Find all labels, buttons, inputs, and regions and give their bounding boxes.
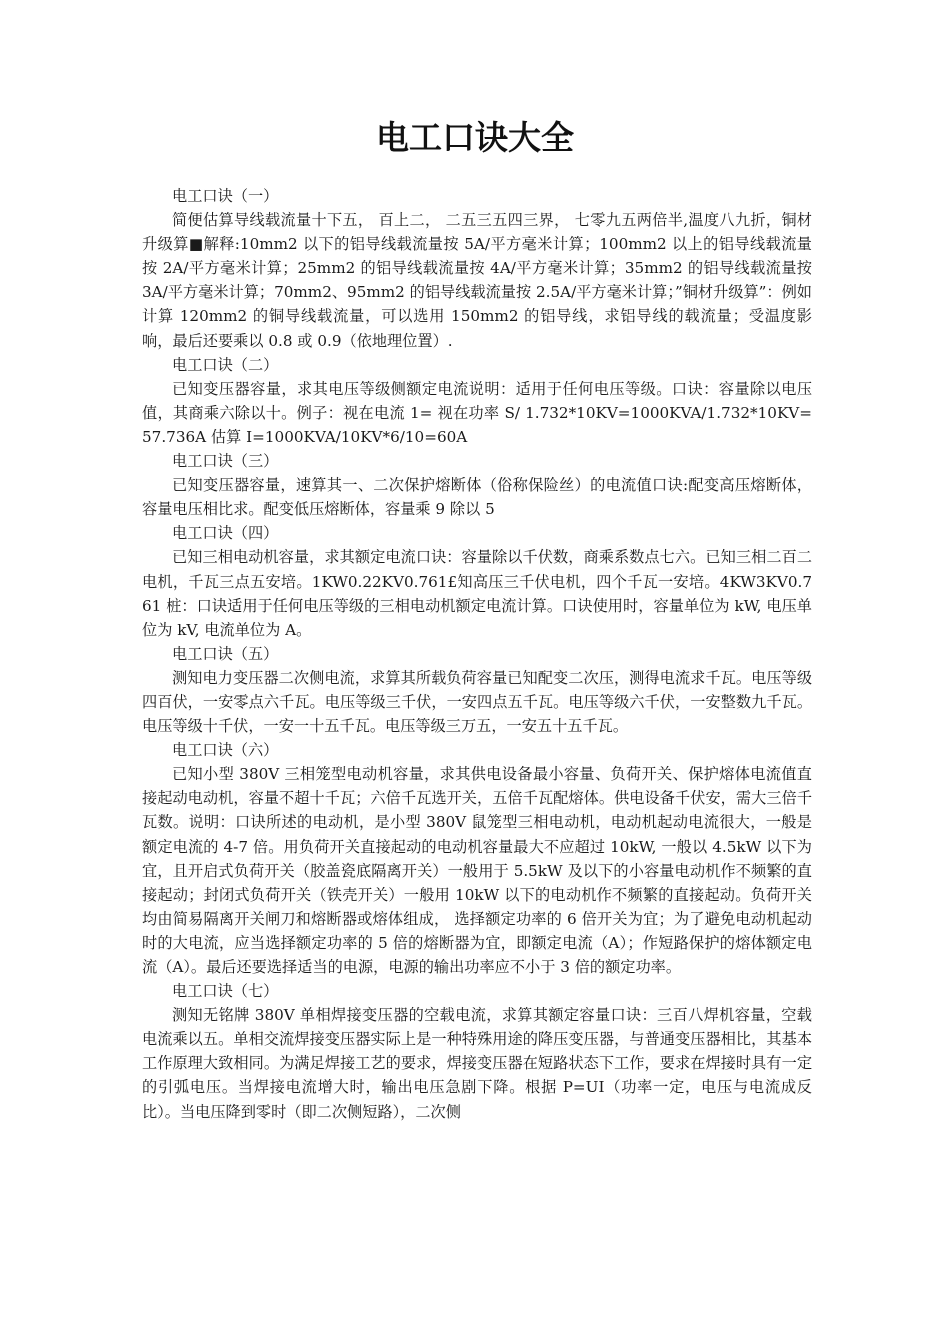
section-heading-3: 电工口诀（三） [172, 452, 279, 471]
section-text-3: 已知变压器容量，速算其一、二次保护熔断体（俗称保险丝）的电流值口诀:配变高压熔断体，容量电压相比求。配变低压熔断体，容量乘 9 除以 5 [142, 476, 812, 519]
section-text-7: 测知无铭牌 380V 单相焊接变压器的空载电流，求算其额定容量口诀：三百八焊机容量，空载电流乘以五。单相交流焊接变压器实际上是一种特殊用途的降压变压器，与普通变压器相比，其基本工作原理大致相同。为满足焊接工艺的要求，焊接变压器在短路状态下工作，要求在焊接时具有一定的引弧电压。当焊接电流增大时，输出电压急剧下降。根据 P=UI（功率一定，电压与电流成反比）。当电压降到零时（即二次侧短路），二次侧 [142, 1006, 812, 1121]
section-text-2: 已知变压器容量，求其电压等级侧额定电流说明：适用于任何电压等级。口诀：容量除以电压值，其商乘六除以十。例子：视在电流 1= 视在功率 S/ 1.732*10KV=1000KVA/1.732*10KV=57.736A 估算 I=1000KVA/10KV*6/10=60A [142, 379, 812, 446]
section-heading-2: 电工口诀（二） [172, 355, 279, 374]
section-heading-4: 电工口诀（四） [172, 524, 279, 543]
section-heading-6: 电工口诀（六） [172, 741, 279, 760]
section-text-5: 测知电力变压器二次侧电流，求算其所载负荷容量已知配变二次压，测得电流求千瓦。电压等级四百伏，一安零点六千瓦。电压等级三千伏，一安四点五千瓦。电压等级六千伏，一安整数九千瓦。电压等级十千伏，一安一十五千瓦。电压等级三万五，一安五十五千瓦。 [142, 668, 812, 736]
section-text-4: 已知三相电动机容量，求其额定电流口诀：容量除以千伏数，商乘系数点七六。已知三相二百二电机，千瓦三点五安培。1KW0.22KV0.761£知高压三千伏电机，四个千瓦一安培。4KW3KV0.761 桩：口诀适用于任何电压等级的三相电动机额定电流计算。口诀使用时，容量单位为 kW, 电压单位为 kV, 电流单位为 A。 [142, 548, 812, 639]
document-body [142, 184, 812, 1124]
section-heading-5: 电工口诀（五） [172, 644, 279, 663]
section-heading-1: 电工口诀（一） [172, 187, 279, 205]
section-text-6: 已知小型 380V 三相笼型电动机容量，求其供电设备最小容量、负荷开关、保护熔体电流值直接起动电动机，容量不超十千瓦；六倍千瓦选开关，五倍千瓦配熔体。供电设备千伏安，需大三倍千瓦数。说明：口诀所述的电动机，是小型 380V 鼠笼型三相电动机，电动机起动电流很大，一般是额定电流的 4-7 倍。用负荷开关直接起动的电动机容量最大不应超过 10kW, 一般以 4.5kW 以下为宜，且开启式负荷开关（胶盖瓷底隔离开关）一般用于 5.5kW 及以下的小容量电动机作不频繁的直接起动；封闭式负荷开关（铁壳开关）一般用 10kW 以下的电动机作不频繁的直接起动。负荷开关均由简易隔离开关闸刀和熔断器或熔体组成， 选择额定功率的 6 倍开关为宜；为了避免电动机起动时的大电流，应当选择额定功率的 5 倍的熔断器为宜，即额定电流（A）；作短路保护的熔体额定电流（A）。最后还要选择适当的电源，电源的输出功率应不小于 3 倍的额定功率。 [142, 765, 812, 976]
section-heading-7: 电工口诀（七） [172, 982, 279, 1001]
document-title: 电工口诀大全 [376, 118, 574, 157]
section-text-1: 简便估算导线载流量十下五， 百上二， 二五三五四三界， 七零九五两倍半,温度八九折，铜材升级算■解释:10mm2 以下的铝导线载流量按 5A/平方毫米计算；100mm2 以上的铝导线载流量按 2A/平方毫米计算；25mm2 的铝导线载流量按 4A/平方毫米计算；35mm2 的铝导线载流量按 3A/平方毫米计算；70mm2、95mm2 的铝导线载流量按 2.5A/平方毫米计算；”铜材升级算”：例如计算 120mm2 的铜导线载流量，可以选用 150mm2 的铝导线，求铝导线的载流量；受温度影响，最后还要乘以 0.8 或 0.9（依地理位置）. [142, 211, 812, 350]
